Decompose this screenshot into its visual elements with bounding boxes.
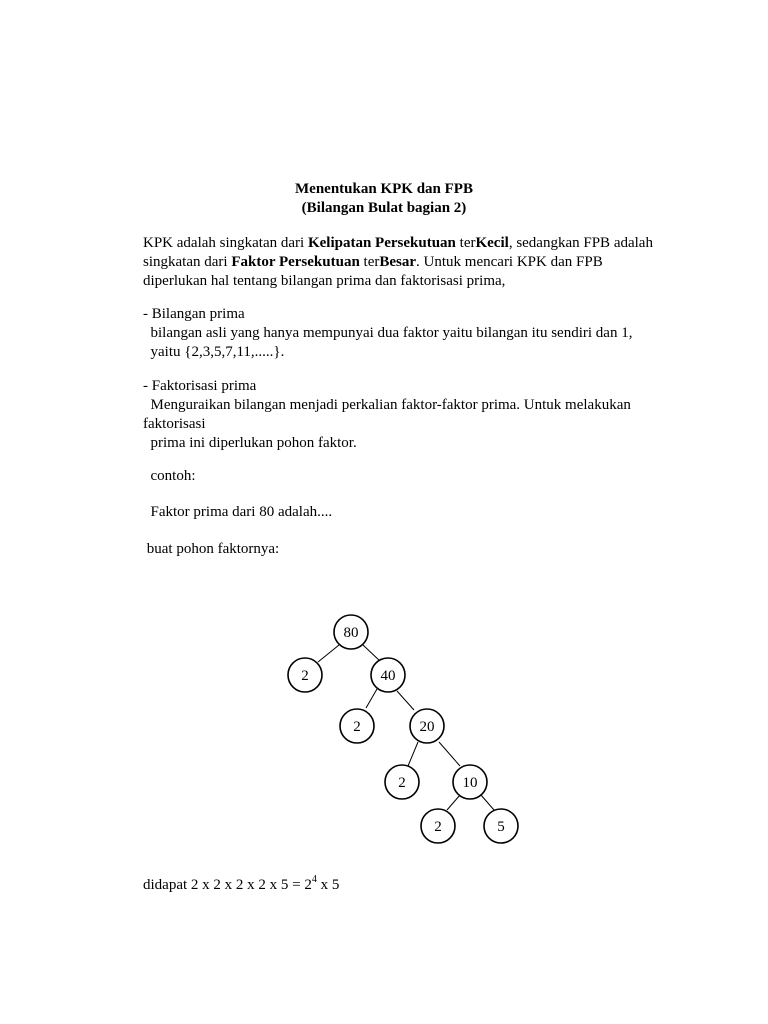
tree-node-label: 5 <box>497 819 505 835</box>
instruction-text: buat pohon faktornya: <box>143 541 280 557</box>
tree-edge <box>481 795 494 810</box>
document-title: Menentukan KPK dan FPB <box>295 181 473 197</box>
result-equation: didapat 2 x 2 x 2 x 2 x $5 = 2^4$ x 5 <box>143 874 340 893</box>
tree-edge <box>318 645 339 662</box>
tree-node-label: 2 <box>434 819 442 835</box>
section-heading: - Faktorisasi prima <box>143 378 257 394</box>
tree-node-label: 2 <box>301 668 309 684</box>
faktorisasi-prima-section: - Faktorisasi prima Menguraikan bilangan menjadi perkalian faktor-faktor prima. Untuk melakukan faktorisasi prima ini diperlukan pohon faktor. <box>143 378 631 451</box>
bilangan-prima-section: - Bilangan prima bilangan asli yang hanya mempunyai dua faktor yaitu bilangan itu sendiri dan 1, yaitu {2,3,5,7,11,.....}. <box>143 306 633 360</box>
exponent: 4 <box>311 874 317 885</box>
tree-edge <box>447 795 460 810</box>
tree-edge <box>439 742 460 766</box>
tree-node-label: 2 <box>353 719 361 735</box>
tree-edge <box>366 689 377 708</box>
tree-node-label: 10 <box>462 775 478 791</box>
tree-node-label: 20 <box>419 719 435 735</box>
contoh-label: contoh: <box>143 468 196 484</box>
intro-paragraph: KPK adalah singkatan dari Kelipatan Persekutuan terKecil, sedangkan FPB adalah singkatan dari Faktor Persekutuan terBesar. Untuk mencari KPK dan FPB diperlukan hal tentang bilangan prima dan faktorisasi prima, <box>143 235 653 289</box>
tree-node-label: 80 <box>343 625 359 641</box>
tree-edge <box>408 742 418 766</box>
section-heading: - Bilangan prima <box>143 306 245 322</box>
document-subtitle: (Bilangan Bulat bagian 2) <box>301 200 467 216</box>
tree-node-label: 2 <box>398 775 406 791</box>
tree-edge <box>363 645 381 662</box>
example-question: Faktor prima dari 80 adalah.... <box>143 504 333 520</box>
tree-edge <box>397 691 414 710</box>
tree-node-label: 40 <box>380 668 396 684</box>
